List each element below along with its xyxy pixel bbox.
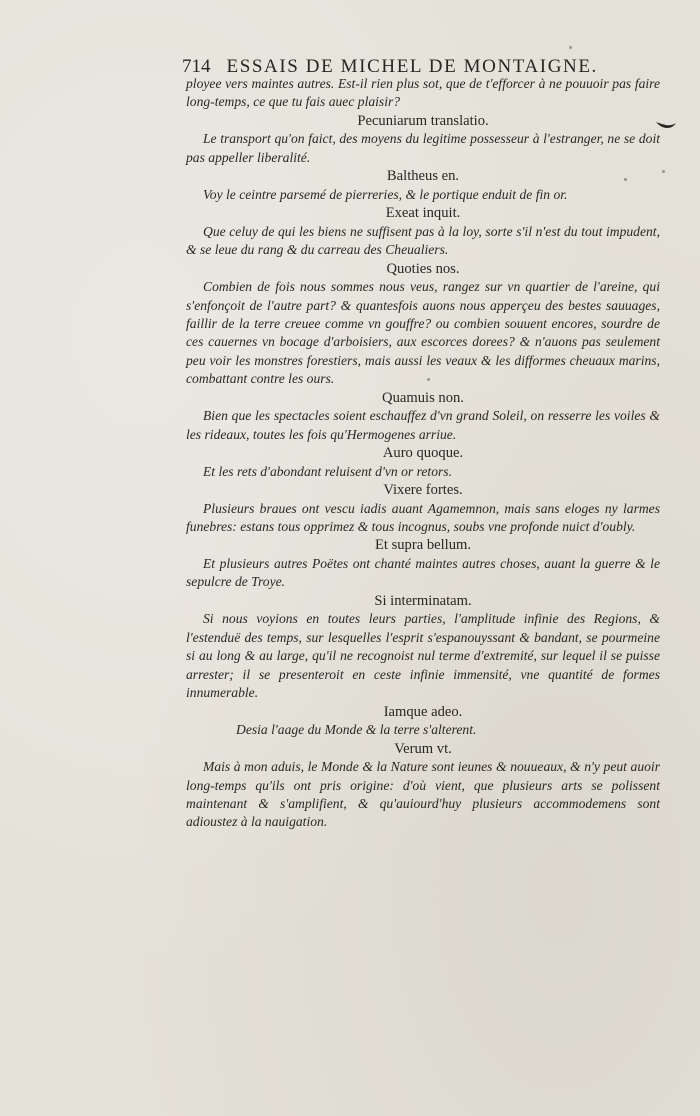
body-text <box>186 75 660 832</box>
text-paragraph: Combien de fois nous sommes nous veus, rangez sur vn quartier de l'areine, qui s'enfonçoit de l'autre part? & quantesfois auons nous apperçeu des bestes sauuages, faillir de la terre creuee comme vn gouffre? ou combien souuent encores, sourdre de ces cauernes vn bocage d'arboisiers, aux escorces dorees? & n'auons pas seulement peu voir les monstres forestiers, mais aussi les veaux & les difformes cheuaux marins, combattant contre les ours. <box>186 279 660 387</box>
latin-lemma: Si interminatam. <box>374 592 472 609</box>
text-paragraph: Voy le ceintre parsemé de pierreries, & le portique enduit de fin or. <box>203 186 568 202</box>
text-paragraph: Desia l'aage du Monde & la terre s'alterent. <box>236 722 477 738</box>
paper-speck <box>662 170 665 173</box>
latin-lemma: Et supra bellum. <box>374 537 472 554</box>
latin-lemma: Quamuis non. <box>382 389 464 406</box>
text-paragraph: ployee vers maintes autres. Est-il rien plus sot, que de t'efforcer à ne pouuoir pas faire long-temps, ce que tu fais auec plaisir? <box>186 76 660 110</box>
text-paragraph: Plusieurs braues ont vescu iadis auant Agamemnon, mais sans eloges ny larmes funebres: estans tous opprimez & tous incognus, soubs vne profonde nuict d'oubly. <box>186 500 660 535</box>
paper-speck <box>569 46 572 49</box>
running-title: ESSAIS DE MICHEL DE MONTAIGNE. <box>226 56 598 77</box>
text-paragraph: Et les rets d'abondant reluisent d'vn or retors. <box>203 463 452 479</box>
text-paragraph: Bien que les spectacles soient eschauffez d'vn grand Soleil, on resserre les voiles & les rideaux, toutes les fois qu'Hermogenes arriue. <box>186 408 660 442</box>
paper-speck <box>427 378 430 381</box>
text-paragraph: Mais à mon aduis, le Monde & la Nature sont ieunes & nouueaux, & n'y peut auoir long-temps qu'ils ont pris origine: d'où vient, que plusieurs arts se polissent maintenant & s'amplifient, & qu'auiourd'huy plusieurs accommodemens sont adioustez à la nauigation. <box>186 759 660 830</box>
latin-lemma: Verum vt. <box>394 740 452 757</box>
text-paragraph: Et plusieurs autres Poëtes ont chanté maintes autres choses, auant la guerre & le sepulcre de Troye. <box>186 556 660 590</box>
latin-lemma: Baltheus en. <box>386 168 460 185</box>
latin-lemma: Quoties nos. <box>386 260 460 277</box>
latin-lemma: Exeat inquit. <box>385 205 461 222</box>
page-number: 714 <box>182 56 211 77</box>
paper-speck <box>624 178 627 181</box>
text-paragraph: Si nous voyions en toutes leurs parties, l'amplitude infinie des Regions, & l'estenduë des temps, sur lesquelles l'esprit s'espanouyssant & bandant, se pourmeine si au long & au large, qu'il ne recognoist nul terme d'extremité, sur lequel il se puisse arrester; il se presenteroit en ceste infinie immensité, vne quantité de formes innumerable. <box>186 611 660 701</box>
text-paragraph: Que celuy de qui les biens ne suffisent pas à la loy, sorte s'il n'est du tout impudent, & se leue du rang & du carreau des Cheualiers. <box>186 223 660 258</box>
latin-lemma: Auro quoque. <box>382 445 464 462</box>
text-paragraph: Le transport qu'on faict, des moyens du legitime possesseur à l'estranger, ne se doit pas appeller liberalité. <box>186 131 660 165</box>
latin-lemma: Iamque adeo. <box>383 703 463 720</box>
latin-lemma: Vixere fortes. <box>383 482 463 499</box>
latin-lemma: Pecuniarum translatio. <box>357 112 489 129</box>
